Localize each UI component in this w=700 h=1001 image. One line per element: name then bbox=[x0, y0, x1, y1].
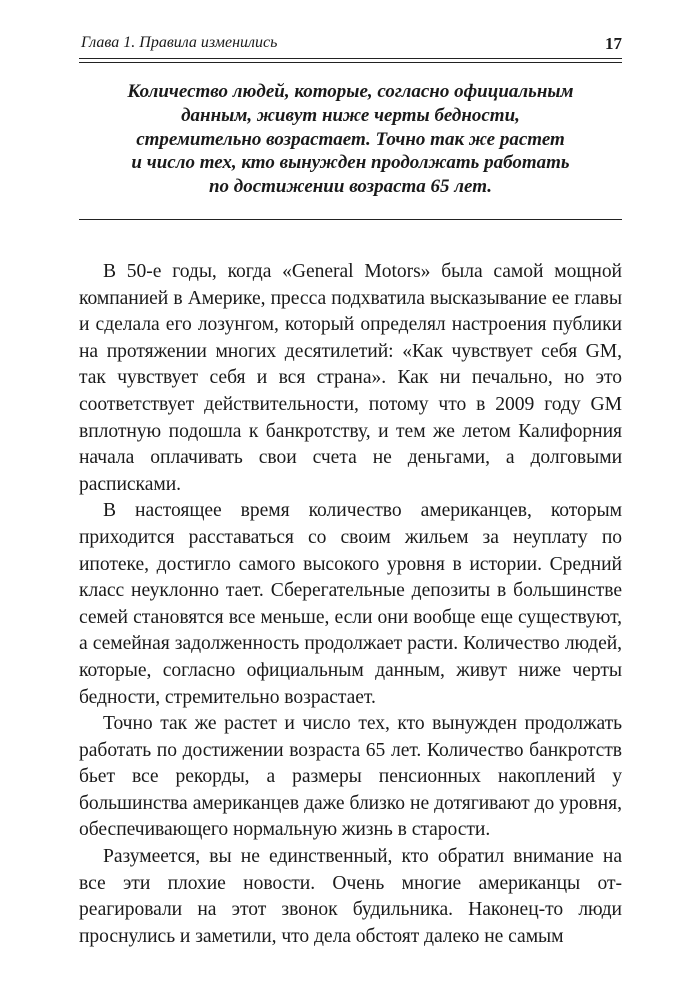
pull-quote-line: Количество людей, которые, согласно официальным bbox=[127, 81, 574, 102]
paragraph: Точно так же растет и число тех, кто вынужден продолжать работать по достижении возраста 65 лет. Количество банкротств бьет все рекорды, а размеры пенсионных накоплений у большинства американцев даже близко не дотягивают до уровня, обеспечивающего нормальную жизнь в старости. bbox=[79, 713, 622, 841]
chapter-title: Глава 1. Правила изменились bbox=[81, 34, 278, 51]
pull-quote-line: стремительно возрастает. Точно так же растет bbox=[136, 128, 565, 150]
paragraph: В настоящее время количество американцев, которым приходится расставаться со своим жильем за неуплату по ипотеке, достигло самого высокого уровня в истории. Средний класс неуклонно тает. Сберегательные депозиты в большинстве семей становятся все меньше, если они вообще еще существуют, а семейная задолженность продолжает расти. Количество людей, которые, согласно официальным данным, живут ниже черты бедности, стремительно возрастает. bbox=[79, 500, 622, 708]
paragraph: В 50-е годы, когда «General Motors» была самой мощной компанией в Америке, пресса подхватила высказывание ее главы и сделала его лозунгом, который определял настроения публики на протяжении многих десятилетий: «Как чувствует себя GM, так чувствует себя и вся страна». Как ни печально, но это соответствует действительности, потому что в 2009 году GM вплотную подошла к банкротству, и тем же летом Калифорния начала оплачивать свои счета не деньгами, а долговыми расписками. bbox=[79, 261, 622, 495]
pull-quote-bottom-rule bbox=[79, 219, 622, 220]
body-text bbox=[79, 259, 622, 950]
pull-quote bbox=[79, 80, 622, 199]
pull-quote-line: и число тех, кто вынужден продолжать работать bbox=[131, 152, 570, 174]
page-number: 17 bbox=[605, 34, 622, 53]
pull-quote-line: по достижении возраста 65 лет. bbox=[208, 176, 493, 198]
header-rule bbox=[79, 58, 622, 59]
pull-quote-top-rule bbox=[79, 62, 622, 63]
paragraph: Разумеется, вы не единственный, кто обратил внимание на все эти плохие новости. Очень многие американцы отреагировали на этот звонок будильника. Наконец-то люди проснулись и заметили, что дела обстоят далеко не самым bbox=[79, 846, 622, 947]
running-header bbox=[79, 34, 622, 58]
pull-quote-line: данным, живут ниже черты бедности, bbox=[181, 104, 520, 126]
